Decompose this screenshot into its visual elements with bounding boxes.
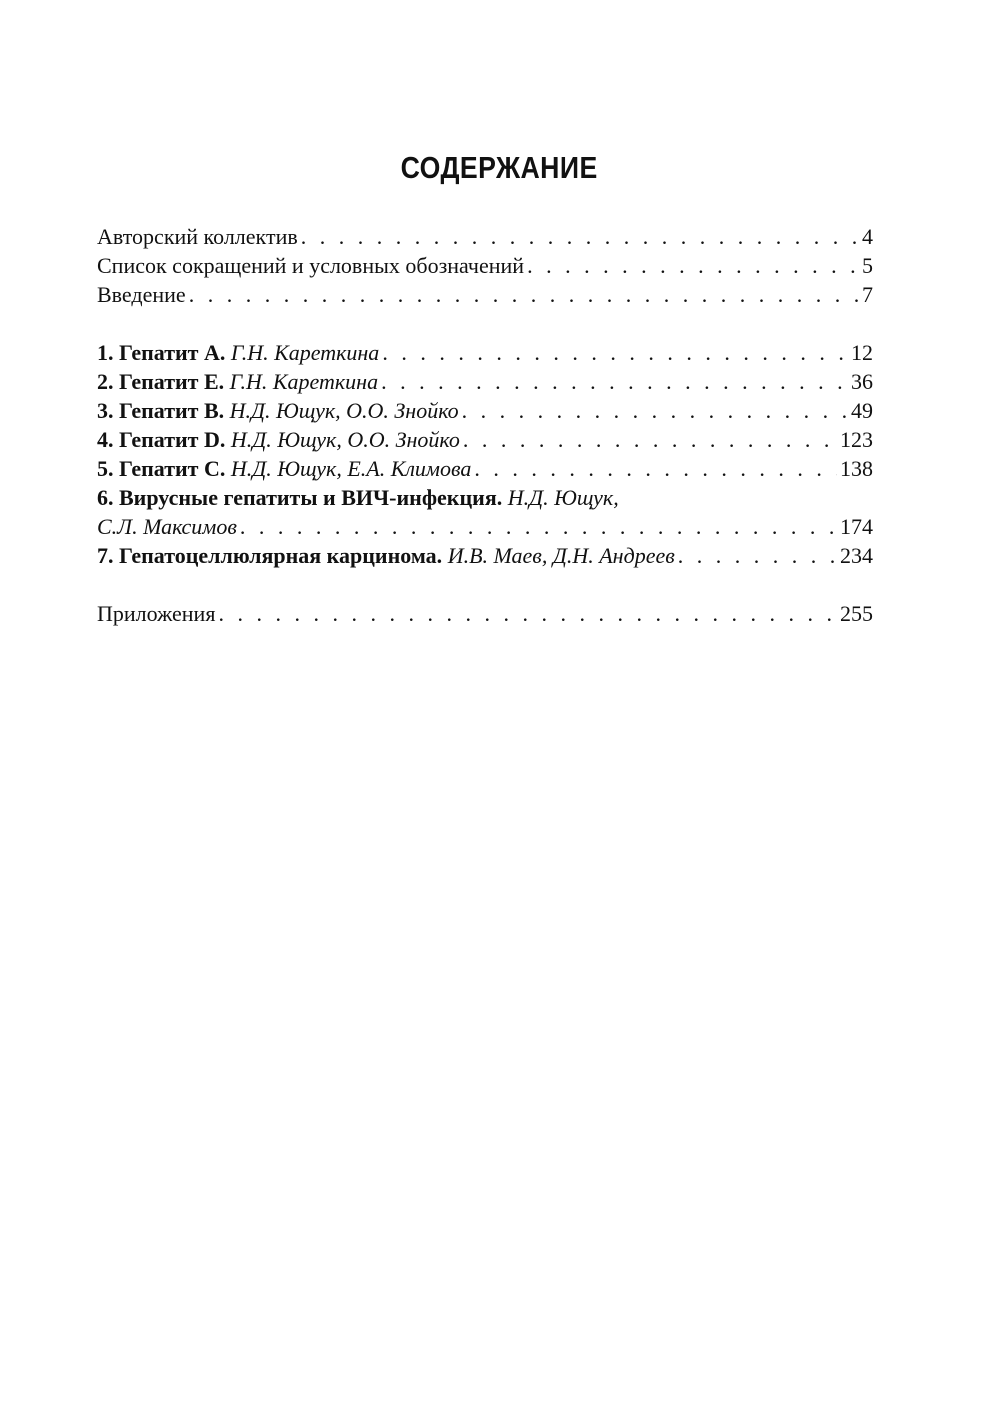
chapter-title: Гепатит A. <box>119 340 226 365</box>
toc-chapter-6-line1[interactable] <box>97 483 873 512</box>
chapter-number: 5. <box>97 456 114 481</box>
dot-leader <box>301 222 859 251</box>
table-of-contents <box>97 222 873 628</box>
chapter-authors: Г.Н. Кареткина <box>229 369 379 394</box>
dot-leader <box>527 251 859 280</box>
toc-chapter-text <box>97 485 619 510</box>
toc-page-number: 36 <box>851 369 873 394</box>
toc-chapter-text <box>97 367 378 396</box>
chapter-number: 3. <box>97 398 114 423</box>
toc-entry-appendices[interactable] <box>97 599 873 628</box>
toc-chapter-text <box>97 396 459 425</box>
dot-leader <box>462 396 848 425</box>
dot-leader <box>463 425 837 454</box>
page-title: СОДЕРЖАНИЕ <box>400 150 598 185</box>
dot-leader <box>189 280 859 309</box>
toc-page-number: 234 <box>840 543 873 568</box>
chapter-authors: Н.Д. Ющук, О.О. Знойко <box>230 427 460 452</box>
toc-page-number: 7 <box>862 282 873 307</box>
toc-chapter-3[interactable] <box>97 396 873 425</box>
toc-page-number: 138 <box>840 456 873 481</box>
chapter-title: Гепатоцеллюлярная карцинома. <box>119 543 443 568</box>
toc-chapter-2[interactable] <box>97 367 873 396</box>
toc-page-number: 5 <box>862 253 873 278</box>
toc-page-number: 255 <box>840 601 873 626</box>
section-spacer <box>97 570 873 599</box>
dot-leader <box>240 512 837 541</box>
chapter-number: 7. <box>97 543 114 568</box>
section-spacer <box>97 309 873 338</box>
dot-leader <box>382 338 848 367</box>
toc-chapter-1[interactable] <box>97 338 873 367</box>
chapter-title: Гепатит B. <box>119 398 225 423</box>
chapter-authors: Н.Д. Ющук, Е.А. Климова <box>230 456 472 481</box>
toc-chapter-6-line2[interactable] <box>97 512 873 541</box>
chapter-authors: Н.Д. Ющук, <box>507 485 619 510</box>
dot-leader <box>474 454 837 483</box>
chapter-title: Гепатит E. <box>119 369 225 394</box>
toc-chapter-5[interactable] <box>97 454 873 483</box>
toc-chapter-text <box>97 454 471 483</box>
toc-chapter-text <box>97 512 237 541</box>
toc-page-number: 49 <box>851 398 873 423</box>
toc-chapter-text <box>97 338 379 367</box>
chapter-title: Гепатит C. <box>119 456 226 481</box>
chapter-number: 4. <box>97 427 114 452</box>
chapter-number: 6. <box>97 485 114 510</box>
toc-chapter-4[interactable] <box>97 425 873 454</box>
toc-chapter-7[interactable] <box>97 541 873 570</box>
chapter-authors: Г.Н. Кареткина <box>230 340 380 365</box>
toc-page-number: 123 <box>840 427 873 452</box>
toc-entry-label: Список сокращений и условных обозначений <box>97 253 525 278</box>
toc-entry-authors[interactable] <box>97 222 873 251</box>
dot-leader <box>381 367 848 396</box>
toc-page-number: 4 <box>862 224 873 249</box>
toc-entry-label: Приложения <box>97 601 216 626</box>
chapter-authors: С.Л. Максимов <box>97 514 237 539</box>
toc-page-number: 12 <box>851 340 873 365</box>
chapter-number: 1. <box>97 340 114 365</box>
dot-leader <box>218 599 837 628</box>
toc-chapter-text <box>97 541 675 570</box>
toc-page-number: 174 <box>840 514 873 539</box>
chapter-title: Гепатит D. <box>119 427 226 452</box>
toc-chapter-text <box>97 425 460 454</box>
chapter-authors: Н.Д. Ющук, О.О. Знойко <box>229 398 459 423</box>
chapter-number: 2. <box>97 369 114 394</box>
dot-leader <box>678 541 837 570</box>
toc-entry-abbreviations[interactable] <box>97 251 873 280</box>
toc-entry-label: Введение <box>97 282 186 307</box>
chapter-title: Вирусные гепатиты и ВИЧ-инфекция. <box>119 485 503 510</box>
toc-entry-introduction[interactable] <box>97 280 873 309</box>
chapter-authors: И.В. Маев, Д.Н. Андреев <box>447 543 675 568</box>
toc-entry-label: Авторский коллектив <box>97 224 298 249</box>
